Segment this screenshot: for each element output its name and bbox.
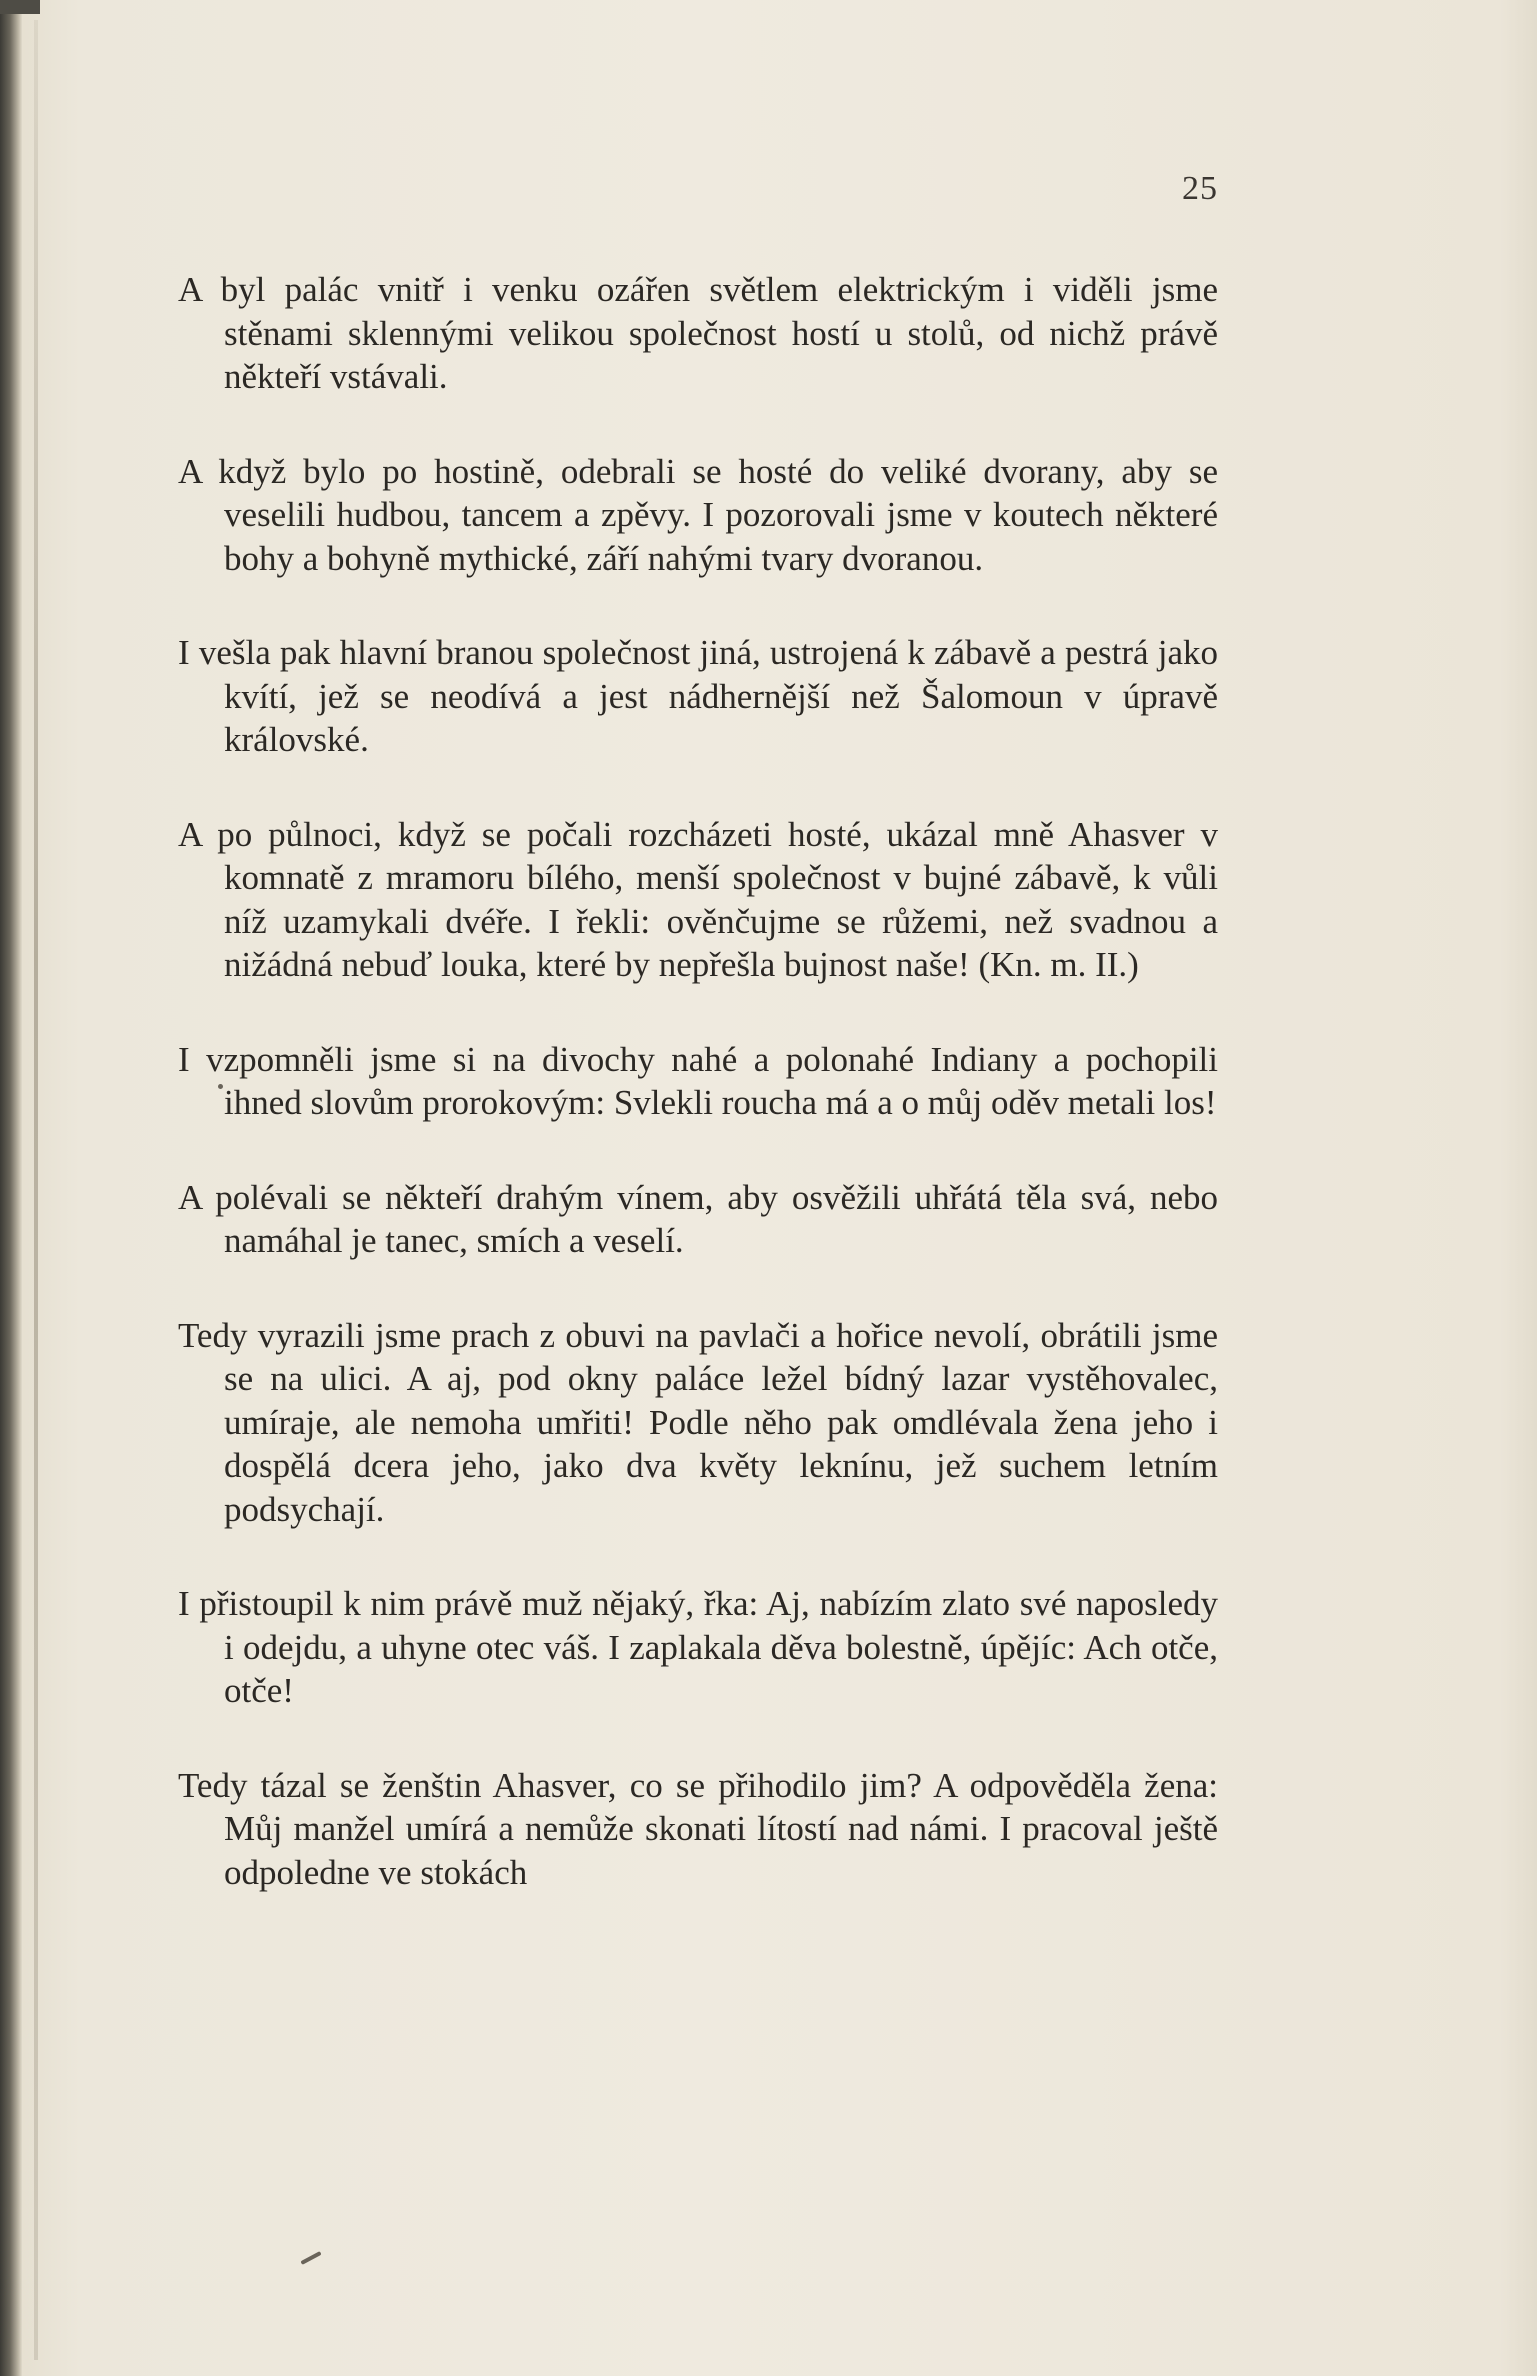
paragraph: I vešla pak hlavní branou společnost jiná, ustrojená k zábavě a pestrá jako kvítí, jež se neodívá a jest nádhernější než Šalomoun v úpravě královské.: [178, 633, 1218, 759]
gutter-shadow: [34, 20, 38, 2360]
paragraph: A byl palác vnitř i venku ozářen světlem elektrickým i viděli jsme stěnami sklennými velikou společnost hostí u stolů, od nichž právě někteří vstávali.: [178, 270, 1218, 396]
scan-artifact: [0, 0, 40, 14]
body-text: [178, 268, 1218, 1894]
paragraph: A když bylo po hostině, odebrali se hosté do veliké dvorany, aby se veselili hudbou, tancem a zpěvy. I pozorovali jsme v koutech některé bohy a bohyně mythické, září nahými tvary dvoranou.: [178, 451, 1218, 578]
pencil-mark: [300, 2251, 321, 2265]
page-number: 25: [1182, 170, 1218, 207]
paragraph: I vzpomněli jsme si na divochy nahé a polonahé Indiany a pochopili ihned slovům prorokovým: Svlekli roucha má a o můj oděv metali los!: [178, 1039, 1218, 1122]
paragraph: Tedy tázal se ženštin Ahasver, co se přihodilo jim? A odpověděla žena: Můj manžel umírá a nemůže skonati lítostí nad námi. I pracoval ještě odpoledne ve stokách: [178, 1765, 1218, 1892]
paragraph: A polévali se někteří drahým vínem, aby osvěžili uhřátá těla svá, nebo namáhal je tanec, smích a veselí.: [178, 1177, 1218, 1260]
ink-speck: [218, 1084, 223, 1089]
binding-edge: [0, 0, 22, 2376]
paragraph: Tedy vyrazili jsme prach z obuvi na pavlači a hořice nevolí, obrátili jsme se na ulici. A aj, pod okny paláce ležel bídný lazar vystěhovalec, umíraje, ale nemoha umřiti! Podle něho pak omdlévala žena jeho i dospělá dcera jeho, jako dva květy leknínu, jež suchem letním podsychají.: [178, 1315, 1218, 1529]
paragraph: A po půlnoci, když se počali rozcházeti hosté, ukázal mně Ahasver v komnatě z mramoru bílého, menší společnost v bujné zábavě, k vůli níž uzamykali dvéře. I řekli: ověnčujme se růžemi, než svadnou a nižádná nebuď louka, které by nepřešla bujnost naše! (Kn. m. II.): [178, 814, 1218, 984]
paragraph: I přistoupil k nim právě muž nějaký, řka: Aj, nabízím zlato své naposledy i odejdu, a uhyne otec váš. I zaplakala děva bolestně, úpějíc: Ach otče, otče!: [178, 1584, 1218, 1710]
